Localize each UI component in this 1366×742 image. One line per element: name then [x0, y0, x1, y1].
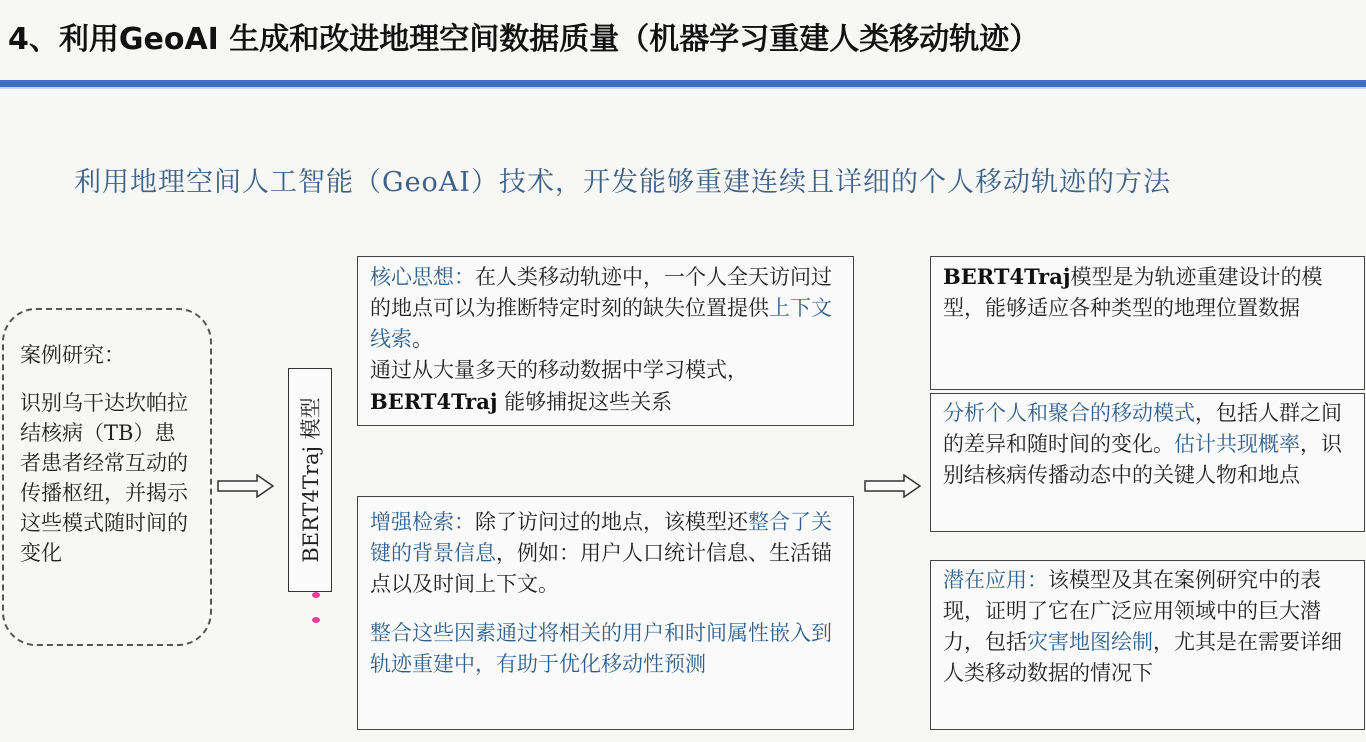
core-idea-label: 核心思想： — [370, 265, 475, 289]
enhanced-retrieval-text-2: ，例如：用户人口统计信息、生活锚点以及时间上下文。 — [370, 541, 832, 596]
model-label-box — [288, 368, 332, 592]
enhanced-retrieval-text: 除了访问过的地点，该模型还 — [475, 510, 748, 534]
title-underline-shadow — [0, 87, 1366, 89]
enhanced-retrieval-highlight: 整合了关键的背景信息 — [370, 510, 832, 565]
core-idea-model-name: BERT4Traj — [370, 389, 498, 414]
pink-marker-dot — [312, 617, 320, 623]
applications-box — [930, 560, 1365, 730]
core-idea-box — [357, 256, 854, 426]
core-idea-highlight: 上下文线索 — [370, 296, 832, 351]
case-study-heading: 案例研究： — [20, 343, 125, 367]
analysis-highlight-2: 估计共现概率 — [1174, 432, 1300, 456]
arrow-right-icon — [217, 474, 275, 498]
enhanced-retrieval-box — [357, 496, 854, 730]
core-idea-text-end: 。 — [412, 327, 433, 351]
title-underline-bar — [0, 80, 1366, 87]
applications-text-1: 该模型及其在案例研究中的表现，证明了它在广泛应用领域中的巨大潜力，包括 — [943, 568, 1321, 654]
model-description-text: 模型是为轨迹重建设计的模型，能够适应各种类型的地理位置数据 — [943, 265, 1323, 320]
analysis-text-2: ，识别结核病传播动态中的关键人物和地点 — [943, 432, 1342, 487]
analysis-text-1: ，包括人群之间的差异和随时间的变化。 — [943, 401, 1342, 456]
model-description-box — [930, 256, 1365, 390]
arrow-right-icon — [864, 474, 922, 498]
model-label: BERT4Traj 模型 — [299, 397, 323, 563]
pink-marker-dot — [312, 592, 320, 598]
core-idea-text-2: 通过从大量多天的移动数据中学习模式， — [370, 358, 748, 382]
case-study-box — [2, 308, 212, 646]
enhanced-retrieval-para2: 整合这些因素通过将相关的用户和时间属性嵌入到轨迹重建中，有助于优化移动性预测 — [370, 621, 832, 676]
slide-title: 4、利用GeoAI 生成和改进地理空间数据质量（机器学习重建人类移动轨迹） — [8, 22, 1040, 57]
model-description-name: BERT4Traj — [943, 264, 1071, 289]
enhanced-retrieval-label: 增强检索： — [370, 510, 475, 534]
analysis-box — [930, 393, 1365, 532]
applications-highlight: 灾害地图绘制 — [1027, 630, 1153, 654]
case-study-body: 识别乌干达坎帕拉结核病（TB）患者患者经常互动的传播枢纽，并揭示这些模式随时间的变化 — [20, 391, 188, 565]
analysis-highlight-1: 分析个人和聚合的移动模式 — [943, 401, 1195, 425]
core-idea-text-3: 能够捕捉这些关系 — [497, 390, 673, 414]
applications-label: 潜在应用： — [943, 568, 1048, 592]
applications-text-2: ，尤其是在需要详细人类移动数据的情况下 — [943, 630, 1342, 685]
slide-subtitle: 利用地理空间人工智能（GeoAI）技术，开发能够重建连续且详细的个人移动轨迹的方法 — [74, 167, 1171, 198]
core-idea-text: 在人类移动轨迹中，一个人全天访问过的地点可以为推断特定时刻的缺失位置提供 — [370, 265, 832, 320]
